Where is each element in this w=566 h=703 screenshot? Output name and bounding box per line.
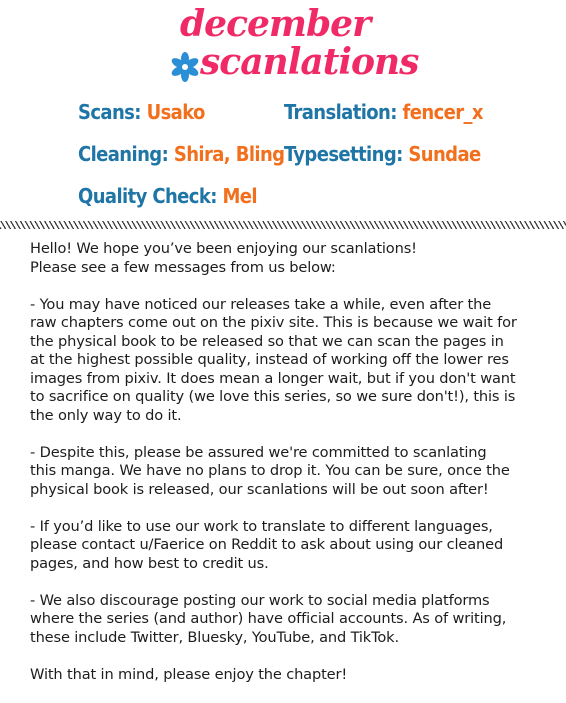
message-line: physical book is released, our scanlations will be out soon after!: [30, 480, 489, 498]
credit-typesetting: [284, 142, 481, 166]
message-paragraph: [30, 296, 550, 426]
message-line: Please see a few messages from us below:: [30, 258, 336, 276]
message-line: these include Twitter, Bluesky, YouTube, and TikTok.: [30, 628, 399, 646]
message-paragraph: [30, 444, 550, 500]
credit-label: Translation:: [284, 100, 397, 124]
credit-label: Quality Check:: [78, 184, 217, 208]
hatched-divider: [0, 221, 566, 229]
credit-label: Typesetting:: [284, 142, 403, 166]
group-logo: [0, 0, 566, 90]
message-line: please contact u/Faerice on Reddit to ask about using our cleaned: [30, 536, 504, 553]
credit-value: fencer_x: [402, 100, 483, 124]
credit-scans: [78, 100, 205, 124]
message-paragraph: [30, 592, 550, 648]
message-line: pages, and how best to credit us.: [30, 554, 269, 572]
asterisk-icon: [170, 52, 200, 82]
message-line: With that in mind, please enjoy the chapter!: [30, 665, 348, 683]
message-line: where the series (and author) have official accounts. As of writing,: [30, 610, 507, 627]
message-line: Hello! We hope you’ve been enjoying our scanlations!: [30, 240, 417, 257]
message-line: this manga. We have no plans to drop it. You can be sure, once the: [30, 462, 510, 479]
message-paragraph: [30, 518, 550, 574]
credit-cleaning: [78, 142, 284, 166]
credit-translation: [284, 100, 483, 124]
message-line: - Despite this, please be assured we're committed to scanlating: [30, 443, 487, 461]
credit-value: Sundae: [408, 142, 481, 166]
message-line: raw chapters come out on the pixiv site. This is because we wait for: [30, 314, 517, 331]
message-body: [30, 240, 550, 703]
credit-value: Usako: [146, 100, 205, 124]
message-paragraph: [30, 666, 550, 685]
credit-quality-check: [78, 184, 257, 208]
logo-text-scanlations: scanlations: [200, 41, 419, 83]
message-line: the physical book to be released so that we can scan the pages in: [30, 332, 504, 350]
message-line: the only way to do it.: [30, 406, 182, 424]
credit-label: Cleaning:: [78, 142, 169, 166]
credit-value: Mel: [222, 184, 257, 208]
message-line: images from pixiv. It does mean a longer wait, but if you don't want: [30, 369, 516, 387]
message-line: - We also discourage posting our work to social media platforms: [30, 591, 490, 609]
credits-block: [0, 96, 566, 216]
credit-label: Scans:: [78, 100, 141, 124]
message-line: - If you’d like to use our work to translate to different languages,: [30, 517, 493, 535]
message-paragraph: [30, 240, 550, 277]
message-line: to sacrifice on quality (we love this series, so we sure don't!), this is: [30, 388, 516, 405]
message-line: - You may have noticed our releases take a while, even after the: [30, 295, 492, 313]
logo-text-december: december: [180, 3, 371, 45]
message-line: at the highest possible quality, instead of working off the lower res: [30, 351, 509, 368]
credit-value: Shira, Bling: [173, 142, 285, 166]
